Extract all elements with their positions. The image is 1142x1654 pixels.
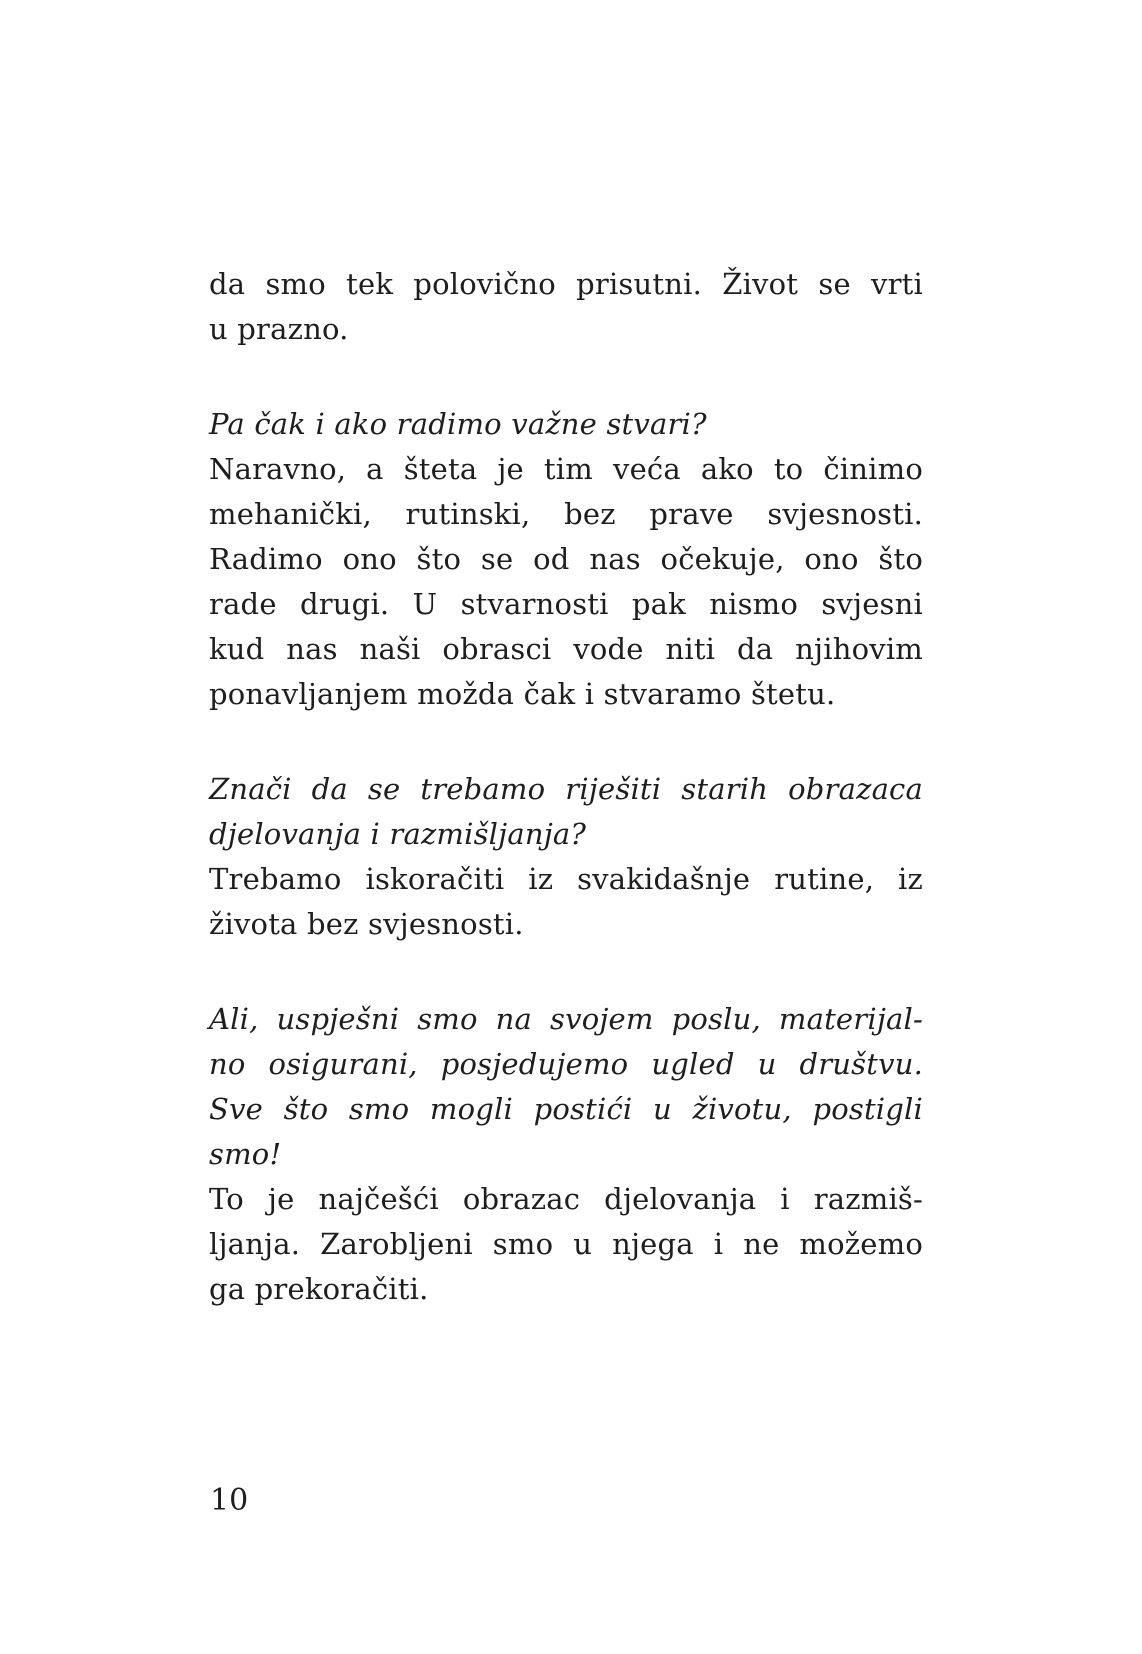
text-block xyxy=(209,262,923,1312)
paragraph-question xyxy=(209,997,923,1177)
paragraph-body xyxy=(209,262,923,352)
text-line: ponavljanjem možda čak i stvaramo štetu. xyxy=(209,677,836,711)
text-line: ljanja. Zarobljeni smo u njega i ne možemo xyxy=(209,1227,923,1261)
page-number: 10 xyxy=(210,1483,249,1518)
paragraph-answer xyxy=(209,857,923,947)
text-line: Naravno, a šteta je tim veća ako to činimo xyxy=(209,452,923,486)
text-line: Znači da se trebamo riješiti starih obrazaca xyxy=(209,772,923,806)
text-line: To je najčešći obrazac djelovanja i razmiš- xyxy=(209,1182,923,1216)
text-line: djelovanja i razmišljanja? xyxy=(209,817,587,851)
text-line: smo! xyxy=(209,1137,282,1171)
text-line: Trebamo iskoračiti iz svakidašnje rutine, iz xyxy=(209,862,923,896)
text-line: rade drugi. U stvarnosti pak nismo svjesni xyxy=(209,587,923,621)
text-line: Sve što smo mogli postići u životu, postigli xyxy=(209,1092,923,1126)
text-line: kud nas naši obrasci vode niti da njihovim xyxy=(209,632,923,666)
text-line: da smo tek polovično prisutni. Život se vrti xyxy=(209,267,923,301)
text-line: života bez svjesnosti. xyxy=(209,907,524,941)
text-line: no osigurani, posjedujemo ugled u društvu. xyxy=(209,1047,923,1081)
paragraph-question xyxy=(209,767,923,857)
text-line: Ali, uspješni smo na svojem poslu, materijal- xyxy=(209,1002,923,1036)
text-line: Pa čak i ako radimo važne stvari? xyxy=(209,407,707,441)
paragraph-answer xyxy=(209,1177,923,1312)
paragraph-question xyxy=(209,402,923,447)
paragraph-answer xyxy=(209,447,923,717)
text-line: ga prekoračiti. xyxy=(209,1272,429,1306)
text-line: u prazno. xyxy=(209,312,349,346)
text-line: mehanički, rutinski, bez prave svjesnosti. xyxy=(209,497,923,531)
text-line: Radimo ono što se od nas očekuje, ono što xyxy=(209,542,923,576)
